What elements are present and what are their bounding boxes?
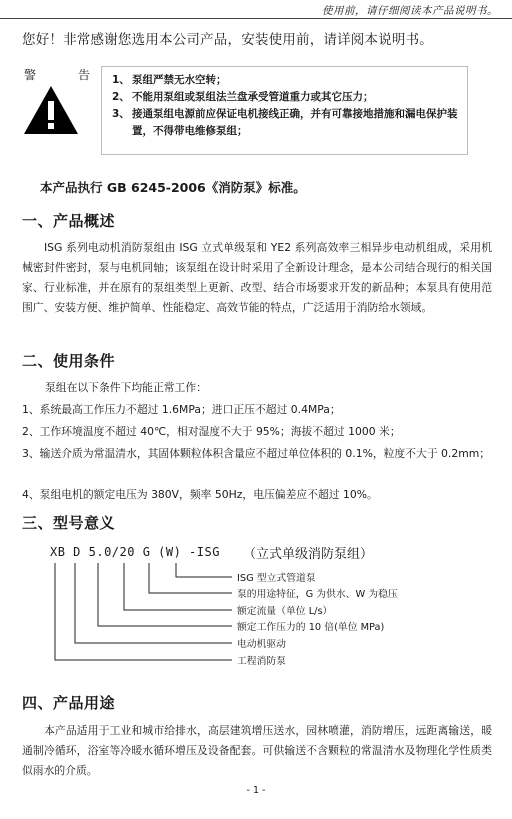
warning-label-char-1: 警 [24,68,37,82]
standard-statement: 本产品执行 GB 6245-2006《消防泵》标准。 [40,180,306,195]
model-code: XB D 5.0/20 G (W) -ISG [50,545,220,559]
model-legend-item: 工程消防泵 [237,656,286,667]
condition-item: 4、泵组电机的额定电压为 380V，频率 50Hz，电压偏差应不超过 10%。 [22,488,378,501]
overview-text: ISG 系列电动机消防泵组由 ISG 立式单级泵和 YE2 系列高效率三相异步电动机组成，采用机械密封件密封，泵与电机同轴；该泵组在设计时采用了全新设计理念，是本公司结合现行的相关国家、行业标准，并在原有的泵组类型上更新、改型、结合市场要求开发的新品种；本泵具有使用范围广、安装方便、维护简单、性能稳定、高效节能的特点，广泛适用于消防给水领域。 [22,241,492,314]
model-legend-item: ISG 型立式管道泵 [237,573,316,584]
warning-item-text: 不能用泵组或泵组法兰盘承受管道重力或其它压力； [132,91,374,103]
condition-item: 3、输送介质为常温清水，其固体颗粒体积含量应不超过单位体积的 0.1%，粒度不大于 0.2mm； [22,447,491,460]
warning-item-text: 接通泵组电源前应保证电机接线正确，并有可靠接地措施和漏电保护装置，不得带电维修泵组； [132,108,458,137]
section-title-model: 三、型号意义 [22,514,116,532]
warning-item-number: 2、 [112,91,130,103]
greeting-text: 您好！非常感谢您选用本公司产品，安装使用前，请详阅本说明书。 [22,32,433,48]
model-legend-item: 额定工作压力的 10 倍(单位 MPa) [237,622,385,633]
model-legend-item: 电动机驱动 [237,639,286,650]
section-title-overview: 一、产品概述 [22,212,116,230]
model-legend-item: 额定流量（单位 L/s） [237,606,333,617]
condition-item: 2、工作环境温度不超过 40℃，相对湿度不大于 95%；海拔不超过 1000 米； [22,425,401,438]
header-note: 使用前，请仔细阅读本产品说明书。 [322,5,498,17]
usage-text: 本产品适用于工业和城市给排水，高层建筑增压送水，园林喷灌，消防增压，远距离输送，暖通制冷循环，浴室等冷暖水循环增压及设备配套。可供输送不含颗粒的常温清水及物理化学性质类似雨水的介质。 [22,724,492,777]
warning-item-number: 3、 [112,108,130,120]
conditions-intro: 泵组在以下条件下均能正常工作： [45,381,207,394]
model-code-note: （立式单级消防泵组） [243,547,374,562]
warning-item-number: 1、 [112,74,130,86]
section-title-conditions: 二、使用条件 [22,352,116,370]
condition-item: 1、系统最高工作压力不超过 1.6MPa；进口正压不超过 0.4MPa； [22,403,341,416]
warning-item-text: 泵组严禁无水空转； [132,74,227,86]
section-title-usage: 四、产品用途 [22,694,116,712]
model-legend-item: 泵的用途特征，G 为供水、W 为稳压 [237,589,398,600]
warning-label-char-2: 告 [77,68,90,82]
page-number: - 1 - [246,785,266,796]
